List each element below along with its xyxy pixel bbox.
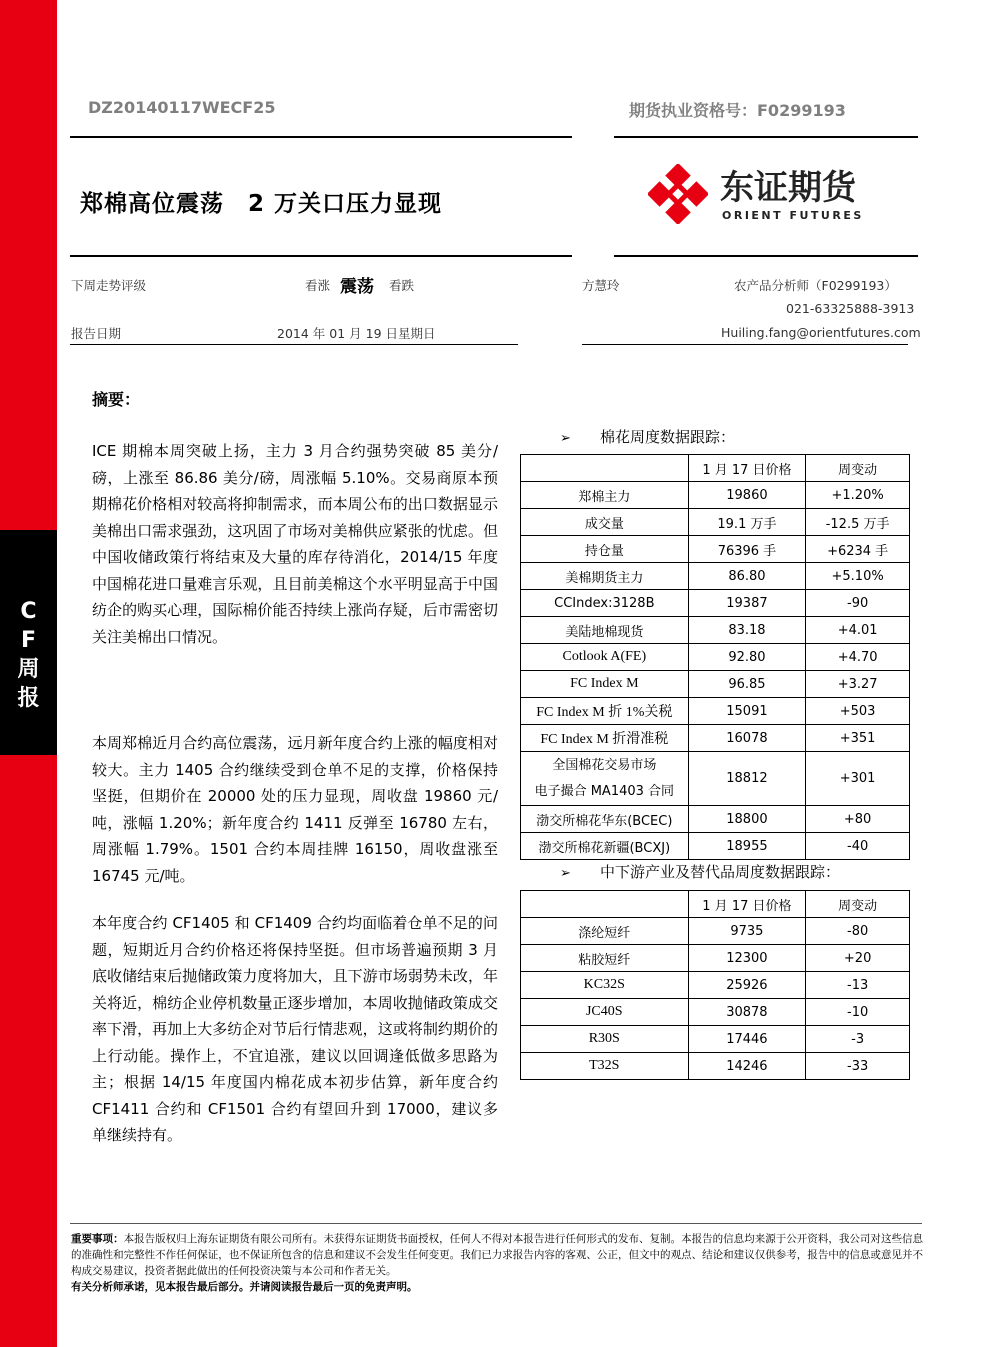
arrow-icon: ➢ [560, 866, 571, 881]
row-label: 美棉期货主力 [521, 563, 689, 590]
table-row [521, 590, 910, 617]
row-label: 持仓量 [521, 536, 689, 563]
change-cell: +80 [806, 806, 910, 833]
arrow-icon: ➢ [560, 431, 571, 446]
report-date-value: 2014 年 01 月 19 日星期日 [277, 326, 436, 341]
analyst-title: 农产品分析师（F0299193） [734, 278, 897, 293]
change-cell: -33 [806, 1053, 910, 1080]
footer-divider [70, 1223, 922, 1224]
price-cell: 25926 [688, 972, 806, 999]
row-label: 涤纶短纤 [521, 918, 689, 945]
license-number: 期货执业资格号：F0299193 [629, 101, 846, 120]
row-label: JC40S [521, 999, 689, 1026]
disclaimer [71, 1231, 923, 1295]
change-cell: +4.70 [806, 644, 910, 671]
row-label: 美陆地棉现货 [521, 617, 689, 644]
change-cell: +5.10% [806, 563, 910, 590]
table-row [521, 833, 910, 860]
table-row [521, 972, 910, 999]
table2-heading: ➢ 中下游产业及替代品周度数据跟踪： [560, 863, 841, 881]
change-cell: +4.01 [806, 617, 910, 644]
report-title: 郑棉高位震荡 2 万关口压力显现 [80, 191, 443, 217]
row-label: 渤交所棉花新疆(BCXJ) [521, 833, 689, 860]
change-cell: +6234 手 [806, 536, 910, 563]
price-cell: 19860 [688, 482, 806, 509]
notice-label: 重要事项： [71, 1233, 124, 1245]
table-row [521, 536, 910, 563]
divider [70, 344, 518, 345]
downstream-data-table [520, 890, 910, 1080]
price-cell: 17446 [688, 1026, 806, 1053]
logo-english-name: ORIENT FUTURES [722, 209, 864, 222]
table-row [521, 563, 910, 590]
rating-label: 下周走势评级 [71, 278, 147, 293]
table1-heading: ➢ 棉花周度数据跟踪： [560, 428, 736, 446]
analyst-phone: 021-63325888-3913 [786, 301, 915, 316]
row-label: 郑棉主力 [521, 482, 689, 509]
summary-paragraph: ICE 期棉本周突破上扬，主力 3 月合约强势突破 85 美分/磅，上涨至 86.86 美分/磅，周涨幅 5.10%。交易商原本预期棉花价格相对较高将抑制需求，而本周公布的出口数据显示美棉出口需求强劲，这巩固了市场对美棉供应紧张的忧虑。但中国收储政策行将结束及大量的库存待消化，2014/15 年度中国棉花进口量难言乐观，且目前美棉这个水平明显高于中国纺企的购买心理，国际棉价能否持续上涨尚存疑，后市需密切关注美棉出口情况。 [92, 442, 498, 646]
summary-paragraph: 本周郑棉近月合约高位震荡，远月新年度合约上涨的幅度相对较大。主力 1405 合约继续受到仓单不足的支撑，价格保持坚挺，但期价在 20000 处的压力显现，周收盘 19860 元/吨，涨幅 1.20%；新年度合约 1411 反弹至 16780 左右，周涨幅 1.79%。1501 合约本周挂牌 16150，周收盘涨至 16745 元/吨。 [92, 734, 498, 885]
column-header [521, 455, 689, 482]
price-cell: 18812 [688, 752, 806, 806]
column-header [521, 891, 689, 918]
price-cell: 9735 [688, 918, 806, 945]
price-cell: 18955 [688, 833, 806, 860]
summary-paragraph: 本年度合约 CF1405 和 CF1409 合约均面临着仓单不足的问题，短期近月合约价格还将保持坚挺。但市场普遍预期 3 月底收储结束后抛储政策力度将加大，且下游市场弱势未改，年关将近，棉纺企业停机数量正逐步增加，本周收抛储政策成交率下滑，再加上大多纺企对节后行情悲观，这或将制约期价的上行动能。操作上，不宜追涨，建议以回调逢低做多思路为主；根据 14/15 年度国内棉花成本初步估算，新年度合约 CF1411 合约和 CF1501 合约有望回升到 17000，建议多单继续持有。 [92, 914, 498, 1144]
summary-heading: 摘要： [92, 390, 141, 409]
row-label: Cotlook A(FE) [521, 644, 689, 671]
cotton-weekly-data-table [520, 454, 910, 860]
change-cell: -80 [806, 918, 910, 945]
price-cell: 14246 [688, 1053, 806, 1080]
price-cell: 12300 [688, 945, 806, 972]
divider [70, 255, 572, 257]
row-label: 成交量 [521, 509, 689, 536]
table-row [521, 725, 910, 752]
row-label: 全国棉花交易市场 电子撮合 MA1403 合同 [521, 752, 689, 806]
column-header: 1 月 17 日价格 [688, 891, 806, 918]
price-cell: 19.1 万手 [688, 509, 806, 536]
column-header: 周变动 [806, 891, 910, 918]
change-cell: -3 [806, 1026, 910, 1053]
change-cell: -90 [806, 590, 910, 617]
table-row [521, 1053, 910, 1080]
price-cell: 83.18 [688, 617, 806, 644]
price-cell: 86.80 [688, 563, 806, 590]
row-label: R30S [521, 1026, 689, 1053]
notice-text: 本报告版权归上海东证期货有限公司所有。未获得东证期货书面授权，任何人不得对本报告进行任何形式的发布、复制。本报告的信息均来源于公开资料，我公司对这些信息的准确性和完整性不作任何保证，也不保证所包含的信息和建议不会发生任何变更。我们已力求报告内容的客观、公正，但文中的观点、结论和建议仅供参考，报告中的信息或意见并不构成交易建议，投资者据此做出的任何投资决策与本公司和作者无关。 [71, 1233, 923, 1277]
table-header-row [521, 891, 910, 918]
change-cell: -12.5 万手 [806, 509, 910, 536]
change-cell: -13 [806, 972, 910, 999]
change-cell: -40 [806, 833, 910, 860]
rating-down: 看跌 [389, 278, 415, 293]
divider [614, 255, 918, 257]
change-cell: +20 [806, 945, 910, 972]
orient-futures-logo-icon [648, 164, 708, 224]
rating-current: 震荡 [340, 277, 374, 297]
table-row [521, 617, 910, 644]
price-cell: 76396 手 [688, 536, 806, 563]
table-row [521, 509, 910, 536]
table-row [521, 918, 910, 945]
table-header-row [521, 455, 910, 482]
price-cell: 18800 [688, 806, 806, 833]
price-cell: 30878 [688, 999, 806, 1026]
row-label: FC Index M 折滑准税 [521, 725, 689, 752]
column-header: 周变动 [806, 455, 910, 482]
table-row [521, 482, 910, 509]
table-row [521, 945, 910, 972]
change-cell: +351 [806, 725, 910, 752]
table-row [521, 806, 910, 833]
price-cell: 19387 [688, 590, 806, 617]
row-label: 渤交所棉花华东(BCEC) [521, 806, 689, 833]
table-row [521, 671, 910, 698]
row-label: KC32S [521, 972, 689, 999]
logo-chinese-name: 东证期货 [720, 168, 856, 208]
price-cell: 92.80 [688, 644, 806, 671]
row-label: 粘胶短纤 [521, 945, 689, 972]
divider [582, 344, 908, 345]
column-header: 1 月 17 日价格 [688, 455, 806, 482]
change-cell: +503 [806, 698, 910, 725]
change-cell: +301 [806, 752, 910, 806]
row-label: CCIndex:3128B [521, 590, 689, 617]
table-row [521, 1026, 910, 1053]
divider [70, 136, 572, 138]
price-cell: 96.85 [688, 671, 806, 698]
analyst-promise: 有关分析师承诺，见本报告最后部分。并请阅读报告最后一页的免责声明。 [71, 1281, 418, 1293]
side-label-cf-weekly: C F 周 报 [17, 599, 40, 711]
change-cell: +3.27 [806, 671, 910, 698]
price-cell: 15091 [688, 698, 806, 725]
table-row [521, 752, 910, 806]
row-label: FC Index M [521, 671, 689, 698]
report-date-label: 报告日期 [71, 326, 122, 341]
rating-up: 看涨 [305, 278, 331, 293]
document-id: DZ20140117WECF25 [88, 98, 276, 117]
table-row [521, 698, 910, 725]
change-cell: -10 [806, 999, 910, 1026]
divider [614, 136, 918, 138]
table-row [521, 644, 910, 671]
table-row [521, 999, 910, 1026]
price-cell: 16078 [688, 725, 806, 752]
change-cell: +1.20% [806, 482, 910, 509]
analyst-name: 方慧玲 [582, 278, 620, 293]
analyst-email[interactable]: Huiling.fang@orientfutures.com [721, 325, 921, 340]
row-label: T32S [521, 1053, 689, 1080]
row-label: FC Index M 折 1%关税 [521, 698, 689, 725]
